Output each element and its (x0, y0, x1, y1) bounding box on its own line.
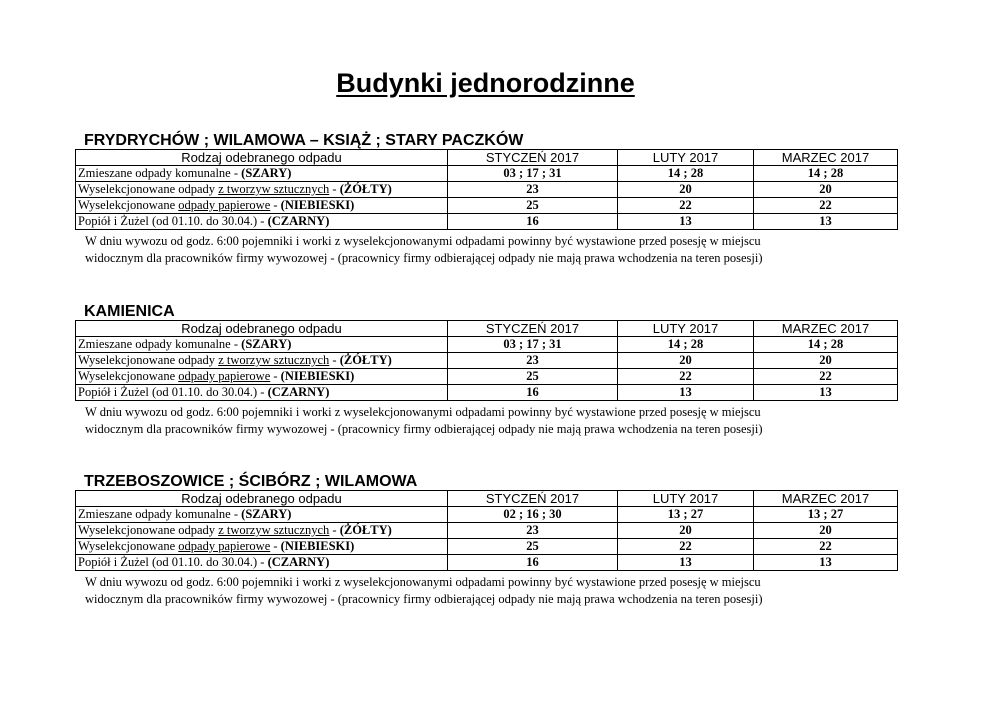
waste-type-mid: - (329, 523, 340, 537)
table-row (76, 555, 898, 571)
waste-type-bold: (SZARY) (241, 166, 292, 180)
note-line-2: widocznym dla pracowników firmy wywozowej - (pracownicy firmy odbierającej odpady nie mają prawa wchodzenia na teren posesji) (85, 251, 763, 265)
waste-type-pre: Wyselekcjonowane (78, 198, 179, 212)
waste-type-cell (76, 369, 448, 385)
waste-type-pre: Wyselekcjonowane odpady (78, 353, 219, 367)
table-header-row (76, 150, 898, 166)
pickup-dates-cell: 16 (448, 555, 618, 571)
pickup-dates-cell: 16 (448, 214, 618, 230)
pickup-dates-cell: 20 (754, 353, 898, 369)
pickup-dates-cell: 14 ; 28 (618, 166, 754, 182)
table-row (76, 214, 898, 230)
pickup-dates-cell: 13 (618, 385, 754, 401)
pickup-dates-cell: 13 (754, 385, 898, 401)
note-line-2: widocznym dla pracowników firmy wywozowej - (pracownicy firmy odbierającej odpady nie mają prawa wchodzenia na teren posesji) (85, 592, 763, 606)
column-header-january: STYCZEŃ 2017 (448, 321, 618, 337)
column-header-waste-type: Rodzaj odebranego odpadu (76, 321, 448, 337)
pickup-dates-cell: 22 (618, 539, 754, 555)
table-row (76, 337, 898, 353)
pickup-dates-cell: 20 (618, 353, 754, 369)
pickup-dates-cell: 13 (618, 555, 754, 571)
waste-type-cell (76, 353, 448, 369)
waste-type-cell (76, 539, 448, 555)
waste-type-pre: Zmieszane odpady komunalne - (78, 337, 242, 351)
pickup-dates-cell: 22 (754, 539, 898, 555)
waste-type-cell (76, 198, 448, 214)
pickup-dates-cell: 22 (754, 369, 898, 385)
waste-type-bold: (ŻÓŁTY) (339, 182, 392, 196)
pickup-dates-cell: 20 (754, 182, 898, 198)
pickup-dates-cell: 22 (618, 198, 754, 214)
waste-type-u: z tworzyw sztucznych (218, 182, 330, 196)
column-header-waste-type: Rodzaj odebranego odpadu (76, 150, 448, 166)
waste-type-cell (76, 385, 448, 401)
pickup-dates-cell: 20 (618, 182, 754, 198)
pickup-dates-cell: 23 (448, 353, 618, 369)
pickup-dates-cell: 14 ; 28 (754, 166, 898, 182)
pickup-dates-cell: 14 ; 28 (754, 337, 898, 353)
waste-type-pre: Wyselekcjonowane (78, 369, 179, 383)
waste-type-cell (76, 555, 448, 571)
waste-type-mid: - (270, 198, 281, 212)
waste-type-cell (76, 337, 448, 353)
waste-type-mid: - (270, 369, 281, 383)
pickup-dates-cell: 13 (754, 214, 898, 230)
waste-type-cell (76, 523, 448, 539)
note-line-1: W dniu wywozu od godz. 6:00 pojemniki i worki z wyselekcjonowanymi odpadami powinny być wystawione przed posesję w miejscu (85, 405, 761, 419)
note-line-2: widocznym dla pracowników firmy wywozowej - (pracownicy firmy odbierającej odpady nie mają prawa wchodzenia na teren posesji) (85, 422, 763, 436)
schedule-table (75, 490, 898, 571)
waste-type-pre: Popiół i Żużel (od 01.10. do 30.04.) - (78, 555, 268, 569)
waste-type-bold: (NIEBIESKI) (280, 539, 355, 553)
table-row (76, 369, 898, 385)
pickup-dates-cell: 23 (448, 523, 618, 539)
schedule-table (75, 320, 898, 401)
waste-type-u: odpady papierowe (178, 539, 271, 553)
table-row (76, 385, 898, 401)
pickup-dates-cell: 25 (448, 369, 618, 385)
pickup-dates-cell: 22 (754, 198, 898, 214)
pickup-dates-cell: 14 ; 28 (618, 337, 754, 353)
column-header-february: LUTY 2017 (618, 491, 754, 507)
collection-note (85, 404, 905, 438)
waste-type-u: z tworzyw sztucznych (218, 523, 330, 537)
column-header-february: LUTY 2017 (618, 150, 754, 166)
table-row (76, 182, 898, 198)
section-heading: TRZEBOSZOWICE ; ŚCIBÓRZ ; WILAMOWA (84, 473, 418, 490)
column-header-january: STYCZEŃ 2017 (448, 150, 618, 166)
waste-type-pre: Wyselekcjonowane odpady (78, 523, 219, 537)
waste-type-cell (76, 166, 448, 182)
waste-type-pre: Zmieszane odpady komunalne - (78, 166, 242, 180)
page-title: Budynki jednorodzinne (336, 68, 635, 98)
table-row (76, 166, 898, 182)
waste-type-mid: - (329, 353, 340, 367)
table-header-row (76, 491, 898, 507)
pickup-dates-cell: 25 (448, 198, 618, 214)
waste-type-bold: (ŻÓŁTY) (339, 523, 392, 537)
pickup-dates-cell: 02 ; 16 ; 30 (448, 507, 618, 523)
section-heading: KAMIENICA (84, 303, 175, 320)
pickup-dates-cell: 13 ; 27 (618, 507, 754, 523)
pickup-dates-cell: 20 (618, 523, 754, 539)
table-row (76, 539, 898, 555)
column-header-march: MARZEC 2017 (754, 150, 898, 166)
table-header-row (76, 321, 898, 337)
collection-note (85, 574, 905, 608)
note-line-1: W dniu wywozu od godz. 6:00 pojemniki i worki z wyselekcjonowanymi odpadami powinny być wystawione przed posesję w miejscu (85, 234, 761, 248)
waste-type-pre: Zmieszane odpady komunalne - (78, 507, 242, 521)
pickup-dates-cell: 13 (754, 555, 898, 571)
table-row (76, 353, 898, 369)
waste-type-cell (76, 182, 448, 198)
section-heading: FRYDRYCHÓW ; WILAMOWA – KSIĄŻ ; STARY PACZKÓW (84, 132, 524, 149)
waste-type-bold: (NIEBIESKI) (280, 198, 355, 212)
column-header-february: LUTY 2017 (618, 321, 754, 337)
waste-type-cell (76, 214, 448, 230)
pickup-dates-cell: 13 (618, 214, 754, 230)
pickup-dates-cell: 20 (754, 523, 898, 539)
pickup-dates-cell: 25 (448, 539, 618, 555)
table-row (76, 523, 898, 539)
waste-type-bold: (CZARNY) (267, 555, 330, 569)
column-header-january: STYCZEŃ 2017 (448, 491, 618, 507)
schedule-table (75, 149, 898, 230)
pickup-dates-cell: 22 (618, 369, 754, 385)
waste-type-pre: Popiół i Żużel (od 01.10. do 30.04.) - (78, 385, 268, 399)
waste-type-pre: Wyselekcjonowane odpady (78, 182, 219, 196)
waste-type-pre: Wyselekcjonowane (78, 539, 179, 553)
table-row (76, 198, 898, 214)
waste-type-u: odpady papierowe (178, 369, 271, 383)
waste-type-bold: (CZARNY) (267, 214, 330, 228)
collection-note (85, 233, 905, 267)
column-header-march: MARZEC 2017 (754, 491, 898, 507)
waste-type-u: odpady papierowe (178, 198, 271, 212)
waste-type-u: z tworzyw sztucznych (218, 353, 330, 367)
waste-type-bold: (CZARNY) (267, 385, 330, 399)
waste-type-bold: (SZARY) (241, 507, 292, 521)
waste-type-pre: Popiół i Żużel (od 01.10. do 30.04.) - (78, 214, 268, 228)
pickup-dates-cell: 03 ; 17 ; 31 (448, 337, 618, 353)
waste-type-bold: (SZARY) (241, 337, 292, 351)
table-row (76, 507, 898, 523)
note-line-1: W dniu wywozu od godz. 6:00 pojemniki i worki z wyselekcjonowanymi odpadami powinny być wystawione przed posesję w miejscu (85, 575, 761, 589)
waste-type-bold: (ŻÓŁTY) (339, 353, 392, 367)
pickup-dates-cell: 13 ; 27 (754, 507, 898, 523)
column-header-march: MARZEC 2017 (754, 321, 898, 337)
column-header-waste-type: Rodzaj odebranego odpadu (76, 491, 448, 507)
pickup-dates-cell: 23 (448, 182, 618, 198)
waste-type-mid: - (329, 182, 340, 196)
pickup-dates-cell: 03 ; 17 ; 31 (448, 166, 618, 182)
pickup-dates-cell: 16 (448, 385, 618, 401)
waste-type-cell (76, 507, 448, 523)
waste-type-mid: - (270, 539, 281, 553)
waste-type-bold: (NIEBIESKI) (280, 369, 355, 383)
